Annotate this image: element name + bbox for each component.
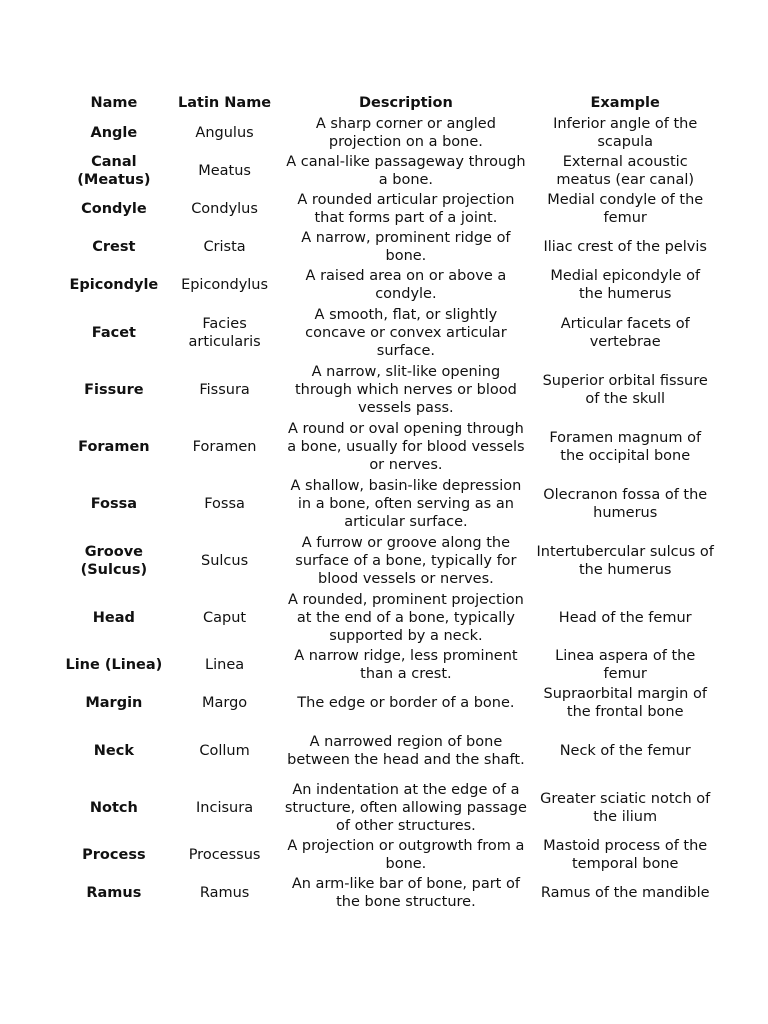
row-name: Notch: [89, 799, 138, 816]
row-description: A rounded, prominent projection at the end of a bone, typically supported by a neck.: [287, 591, 524, 644]
table-row: [58, 779, 718, 836]
row-name: Fossa: [90, 495, 138, 512]
row-example: External acoustic meatus (ear canal): [556, 154, 695, 188]
row-latin-name: Sulcus: [201, 552, 249, 569]
row-latin-name: Angulus: [195, 125, 254, 141]
row-example: Linea aspera of the femur: [555, 648, 696, 682]
row-example: Mastoid process of the temporal bone: [543, 838, 708, 872]
table-row: [58, 114, 718, 152]
row-example: Greater sciatic notch of the ilium: [540, 790, 711, 825]
row-description: The edge or border of a bone.: [297, 695, 515, 711]
row-latin-name: Meatus: [198, 163, 251, 179]
row-example: Medial condyle of the femur: [547, 192, 704, 226]
row-latin-name: Collum: [199, 742, 250, 759]
header-latin-name: Latin Name: [177, 95, 272, 111]
table-row: [58, 228, 718, 266]
row-description: An arm-like bar of bone, part of the bone structure.: [291, 876, 520, 910]
row-latin-name: Processus: [188, 847, 261, 863]
row-description: A raised area on or above a condyle.: [305, 268, 507, 302]
row-name: Line (Linea): [65, 657, 163, 673]
row-example: Ramus of the mandible: [540, 885, 710, 901]
row-latin-name: Caput: [203, 609, 247, 626]
row-example: Intertubercular sulcus of the humerus: [536, 543, 714, 578]
row-description: A narrow, slit-like opening through which nerves or blood vessels pass.: [295, 363, 517, 416]
row-name: Neck: [93, 742, 134, 759]
row-description: An indentation at the edge of a structure, often allowing passage of other structures.: [284, 781, 527, 834]
row-description: A narrow, prominent ridge of bone.: [301, 230, 511, 264]
row-latin-name: Crista: [203, 239, 246, 255]
table-row: [58, 874, 718, 912]
header-name: Name: [90, 95, 138, 111]
row-latin-name: Ramus: [199, 885, 250, 901]
row-latin-name: Margo: [201, 695, 248, 711]
header-example: Example: [590, 95, 660, 111]
row-name: Process: [82, 847, 146, 863]
row-name: Fissure: [84, 381, 144, 398]
row-latin-name: Fissura: [199, 381, 250, 398]
row-latin-name: Fossa: [204, 495, 245, 512]
row-latin-name: Foramen: [192, 438, 257, 455]
row-description: A narrow ridge, less prominent than a crest.: [294, 648, 518, 682]
table-row: [58, 475, 718, 532]
row-example: Supraorbital margin of the frontal bone: [543, 686, 707, 720]
row-example: Iliac crest of the pelvis: [543, 239, 707, 255]
row-latin-name: Incisura: [196, 799, 254, 816]
row-description: A furrow or groove along the surface of a bone, typically for blood vessels or nerves.: [295, 534, 517, 587]
row-description: A sharp corner or angled projection on a bone.: [315, 116, 496, 150]
row-example: Head of the femur: [558, 609, 692, 626]
row-latin-name: Epicondylus: [181, 277, 269, 293]
row-example: Medial epicondyle of the humerus: [550, 268, 701, 302]
row-example: Articular facets of vertebrae: [560, 315, 690, 350]
row-latin-name: Linea: [205, 657, 245, 673]
table-row: [58, 532, 718, 589]
table-row: [58, 836, 718, 874]
bone-markings-document: [58, 92, 718, 912]
row-name: Foramen: [78, 438, 150, 455]
table-header-row: [58, 92, 718, 114]
table-row: [58, 722, 718, 779]
row-description: A shallow, basin-like depression in a bone, often serving as an articular surface.: [290, 477, 522, 530]
table-row: [58, 361, 718, 418]
table-row: [58, 684, 718, 722]
row-name: Canal (Meatus): [77, 154, 151, 188]
table-row: [58, 152, 718, 190]
table-row: [58, 304, 718, 361]
row-name: Head: [92, 609, 135, 626]
row-example: Foramen magnum of the occipital bone: [549, 429, 702, 464]
row-example: Olecranon fossa of the humerus: [543, 486, 708, 521]
table-row: [58, 190, 718, 228]
row-description: A canal-like passageway through a bone.: [286, 154, 526, 188]
row-name: Crest: [92, 239, 136, 255]
row-name: Margin: [85, 695, 143, 711]
row-name: Ramus: [86, 885, 142, 901]
row-example: Superior orbital fissure of the skull: [542, 372, 708, 407]
row-example: Neck of the femur: [559, 742, 691, 759]
table-row: [58, 266, 718, 304]
row-example: Inferior angle of the scapula: [553, 116, 698, 150]
row-name: Epicondyle: [69, 277, 159, 293]
row-latin-name: Condylus: [191, 201, 258, 217]
row-latin-name: Facies articularis: [188, 315, 261, 350]
row-name: Condyle: [81, 201, 147, 217]
table-row: [58, 418, 718, 475]
row-name: Facet: [91, 324, 136, 341]
table-row: [58, 589, 718, 646]
row-description: A round or oval opening through a bone, usually for blood vessels or nerves.: [287, 420, 525, 473]
row-description: A projection or outgrowth from a bone.: [287, 838, 525, 872]
row-description: A rounded articular projection that forms part of a joint.: [297, 192, 515, 226]
header-description: Description: [359, 95, 453, 111]
row-description: A smooth, flat, or slightly concave or convex articular surface.: [305, 306, 507, 359]
row-description: A narrowed region of bone between the head and the shaft.: [287, 733, 525, 768]
table-row: [58, 646, 718, 684]
row-name: Groove (Sulcus): [80, 543, 148, 578]
row-name: Angle: [90, 125, 138, 141]
bone-markings-table: [58, 92, 718, 912]
